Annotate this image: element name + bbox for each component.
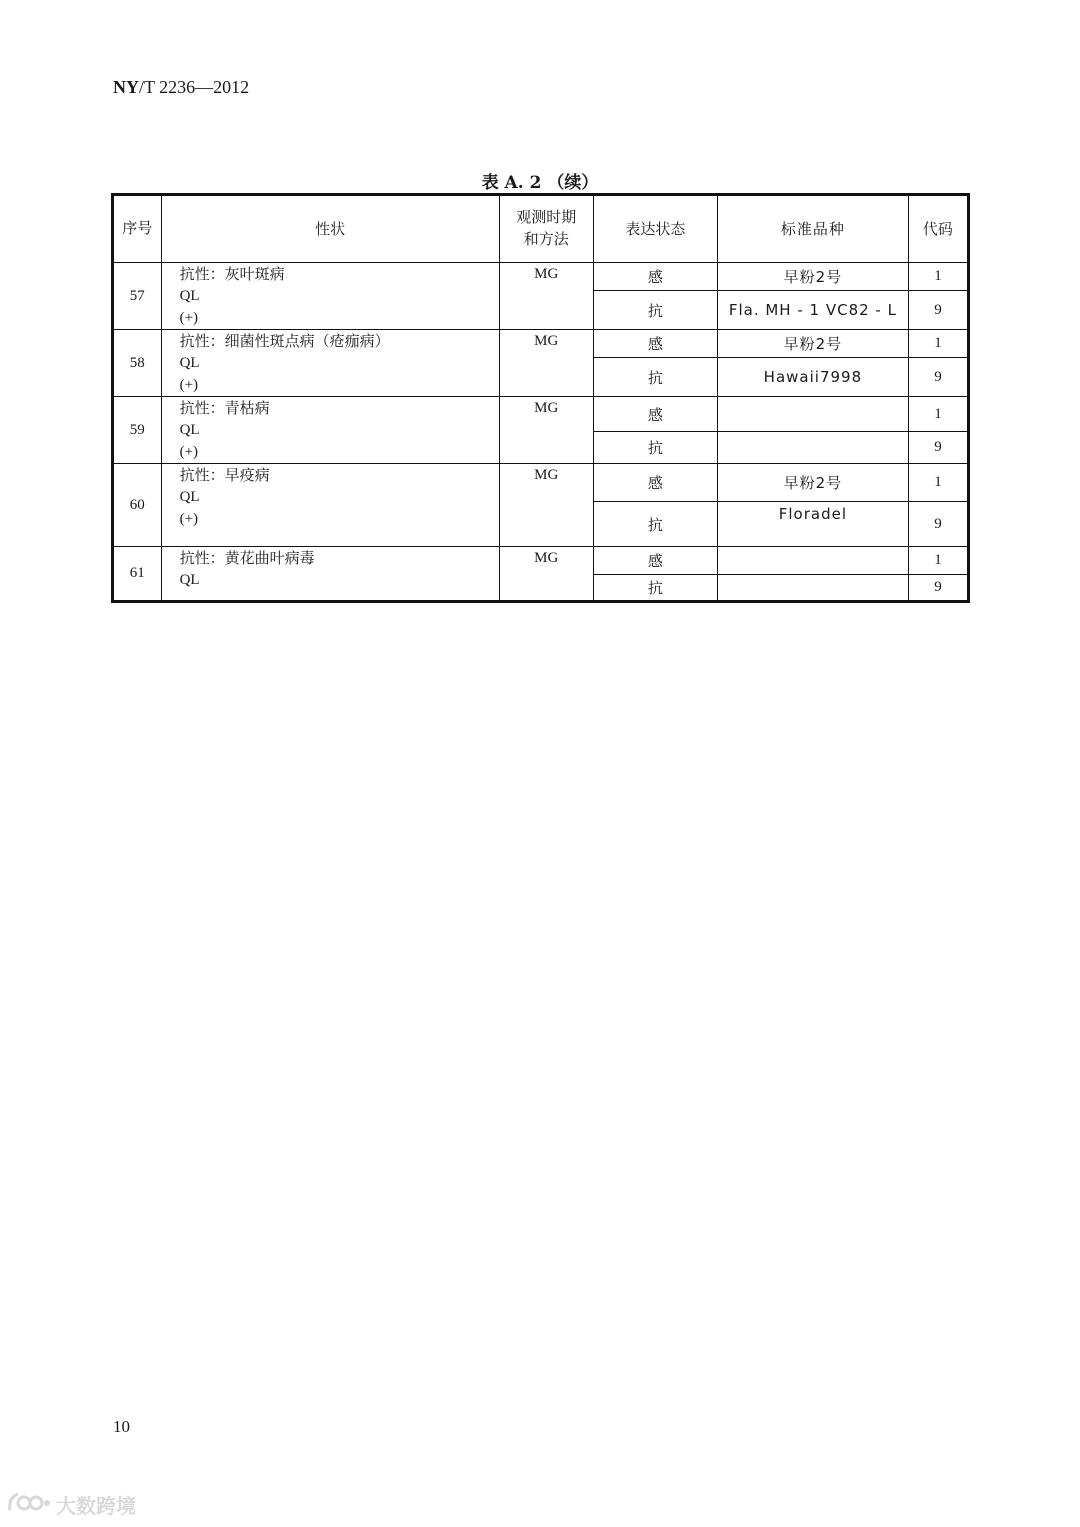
variety-cell [717,575,908,602]
variety-cell [717,547,908,575]
method-cell: MG [499,464,593,547]
row-number: 60 [113,464,162,547]
code-cell: 1 [908,263,968,291]
watermark [6,1488,136,1520]
state-cell: 抗 [593,291,717,330]
state-cell: 抗 [593,432,717,464]
code-cell: 9 [908,358,968,397]
method-cell: MG [499,263,593,330]
watermark-logo-icon [6,1488,52,1521]
method-cell: MG [499,547,593,602]
row-number: 59 [113,397,162,464]
col-header-trait: 性状 [161,195,499,263]
trait-cell: 抗性：细菌性斑点病（疮痂病） QL (+) [161,330,499,397]
col-header-no: 序号 [113,195,162,263]
col-header-code: 代码 [908,195,968,263]
state-cell: 感 [593,547,717,575]
state-cell: 感 [593,263,717,291]
trait-cell: 抗性：灰叶斑病 QL (+) [161,263,499,330]
state-cell: 感 [593,330,717,358]
state-cell: 抗 [593,358,717,397]
variety-cell: Floradel [717,502,908,547]
table-row [113,464,969,502]
row-number: 58 [113,330,162,397]
variety-cell: Hawaii7998 [717,358,908,397]
variety-cell: Fla. MH - 1 VC82 - L [717,291,908,330]
row-number: 61 [113,547,162,602]
method-cell: MG [499,397,593,464]
code-cell: 1 [908,330,968,358]
col-header-method: 观测时期 和方法 [499,195,593,263]
code-cell: 9 [908,575,968,602]
trait-cell: 抗性：青枯病 QL (+) [161,397,499,464]
watermark-text: 大数跨境 [56,1493,136,1518]
table-title: 表 A. 2 （续） [481,173,599,193]
trait-cell: 抗性：早疫病 QL (+) [161,464,499,547]
col-header-state: 表达状态 [593,195,717,263]
code-cell: 9 [908,432,968,464]
standard-code: NY/T 2236—2012 [113,77,250,97]
code-cell: 9 [908,502,968,547]
col-header-variety: 标准品种 [717,195,908,263]
table-row [113,397,969,432]
method-cell: MG [499,330,593,397]
variety-cell: 早粉2号 [717,464,908,502]
variety-cell [717,432,908,464]
state-cell: 抗 [593,575,717,602]
state-cell: 感 [593,397,717,432]
code-cell: 9 [908,291,968,330]
code-cell: 1 [908,464,968,502]
page-number: 10 [113,1417,130,1436]
table-header-row [113,195,969,263]
variety-cell: 早粉2号 [717,263,908,291]
state-cell: 感 [593,464,717,502]
trait-cell: 抗性：黄花曲叶病毒 QL [161,547,499,602]
state-cell: 抗 [593,502,717,547]
variety-cell [717,397,908,432]
code-cell: 1 [908,547,968,575]
variety-cell: 早粉2号 [717,330,908,358]
trait-table [111,193,970,603]
table-row [113,263,969,291]
code-cell: 1 [908,397,968,432]
table-row [113,330,969,358]
row-number: 57 [113,263,162,330]
table-row [113,547,969,575]
